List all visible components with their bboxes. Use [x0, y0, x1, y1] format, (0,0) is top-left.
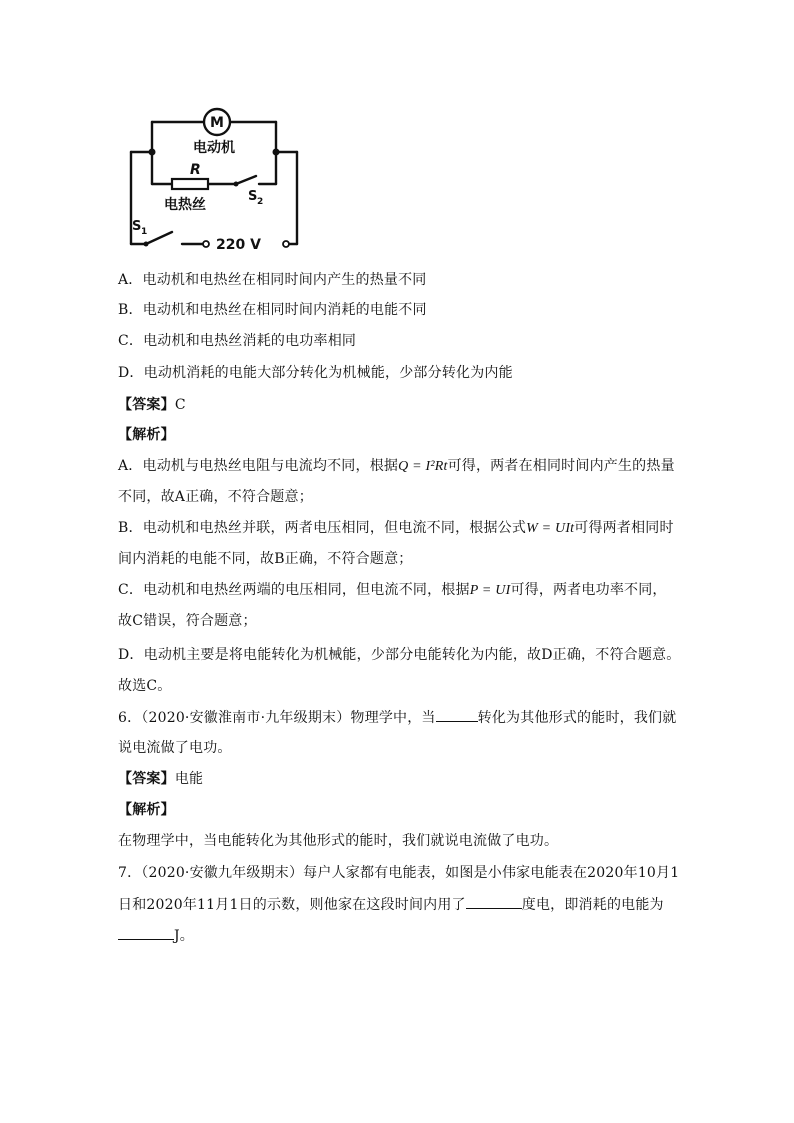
q7-joule-blank[interactable]	[118, 925, 174, 940]
option-d: D．电动机消耗的电能大部分转化为机械能，少部分转化为内能	[118, 365, 513, 381]
analysis-c-line1	[118, 580, 667, 601]
analysis-b-line2: 间内消耗的电能不同，故B正确，不符合题意；	[118, 551, 413, 567]
voltage-label: 220 V	[216, 237, 261, 252]
option-a: A．电动机和电热丝在相同时间内产生的热量不同	[118, 272, 427, 288]
q7-stem-text-3: J。	[174, 928, 195, 944]
junction-dot	[273, 149, 280, 156]
q6-analysis-tag: 【解析】	[118, 802, 175, 818]
analysis-b-line1	[118, 518, 674, 539]
formula-q: Q = I²Rt	[398, 459, 448, 474]
switch2-subscript: 2	[257, 197, 264, 207]
q6-analysis-text: 在物理学中，当电能转化为其他形式的能时，我们就说电流做了电功。	[118, 833, 559, 849]
heater-label: 电热丝	[164, 197, 206, 213]
switch-contact	[144, 242, 149, 247]
conclusion-line: 故选C。	[118, 678, 172, 694]
resistor-label: R	[190, 162, 201, 178]
q6-stem-line1	[118, 707, 676, 728]
q7-stem-line3	[118, 925, 194, 946]
analysis-d-line: D．电动机主要是将电能转化为机械能，少部分电能转化为内能，故D正确，不符合题意。	[118, 647, 681, 663]
analysis-a-line1	[118, 456, 675, 477]
analysis-a-text: A．电动机与电热丝电阻与电流均不同，根据	[118, 458, 399, 474]
q7-kwh-blank[interactable]	[466, 894, 522, 909]
analysis-tag: 【解析】	[118, 427, 175, 443]
motor-symbol-label: M	[210, 115, 224, 131]
resistor-symbol	[172, 179, 208, 189]
q6-answer-value: 电能	[174, 771, 204, 787]
junction-dot	[149, 149, 156, 156]
option-b: B．电动机和电热丝在相同时间内消耗的电能不同	[118, 302, 427, 318]
terminal-right	[283, 241, 289, 247]
analysis-a-text-2: 可得，两者在相同时间内产生的热量	[447, 458, 675, 474]
q7-stem-line1: 7．（2020·安徽九年级期末）每户人家都有电能表，如图是小伟家电能表在2020年10月1	[118, 865, 680, 881]
formula-p: P = UI	[469, 583, 511, 598]
q6-stem-line2: 说电流做了电功。	[118, 740, 232, 756]
terminal-left	[203, 241, 209, 247]
answer-value: C	[174, 397, 186, 413]
q6-stem-text-2: 转化为其他形式的能时，我们就	[477, 710, 677, 726]
option-c: C．电动机和电热丝消耗的电功率相同	[118, 333, 357, 349]
analysis-b-text-2: 可得两者相同时	[574, 520, 674, 536]
q6-answer-line	[118, 769, 203, 789]
answer-line	[118, 395, 186, 415]
analysis-c-text: C．电动机和电热丝两端的电压相同，但电流不同，根据	[118, 582, 470, 598]
analysis-c-text-2: 可得，两者电功率不同，	[510, 582, 667, 598]
q7-stem-text: 日和2020年11月1日的示数，则他家在这段时间内用了	[118, 897, 466, 913]
circuit-diagram	[126, 100, 308, 252]
answer-tag: 【答案】	[118, 397, 175, 413]
switch2-label: S	[248, 189, 258, 204]
q6-answer-blank[interactable]	[436, 707, 478, 722]
analysis-a-line2: 不同，故A正确，不符合题意；	[118, 489, 313, 505]
q6-stem-text: 6．（2020·安徽淮南市·九年级期末）物理学中，当	[118, 710, 436, 726]
formula-w: W = UIt	[526, 521, 575, 536]
analysis-b-text: B．电动机和电热丝并联，两者电压相同，但电流不同，根据公式	[118, 520, 527, 536]
q7-stem-line2	[118, 894, 664, 915]
switch1-label: S	[132, 219, 142, 234]
q7-stem-text-2: 度电，即消耗的电能为	[521, 897, 664, 913]
switch1-subscript: 1	[141, 227, 148, 237]
motor-label: 电动机	[193, 140, 235, 156]
switch-contact	[234, 182, 239, 187]
analysis-c-line2: 故C错误，符合题意；	[118, 613, 257, 629]
q6-answer-tag: 【答案】	[118, 771, 175, 787]
